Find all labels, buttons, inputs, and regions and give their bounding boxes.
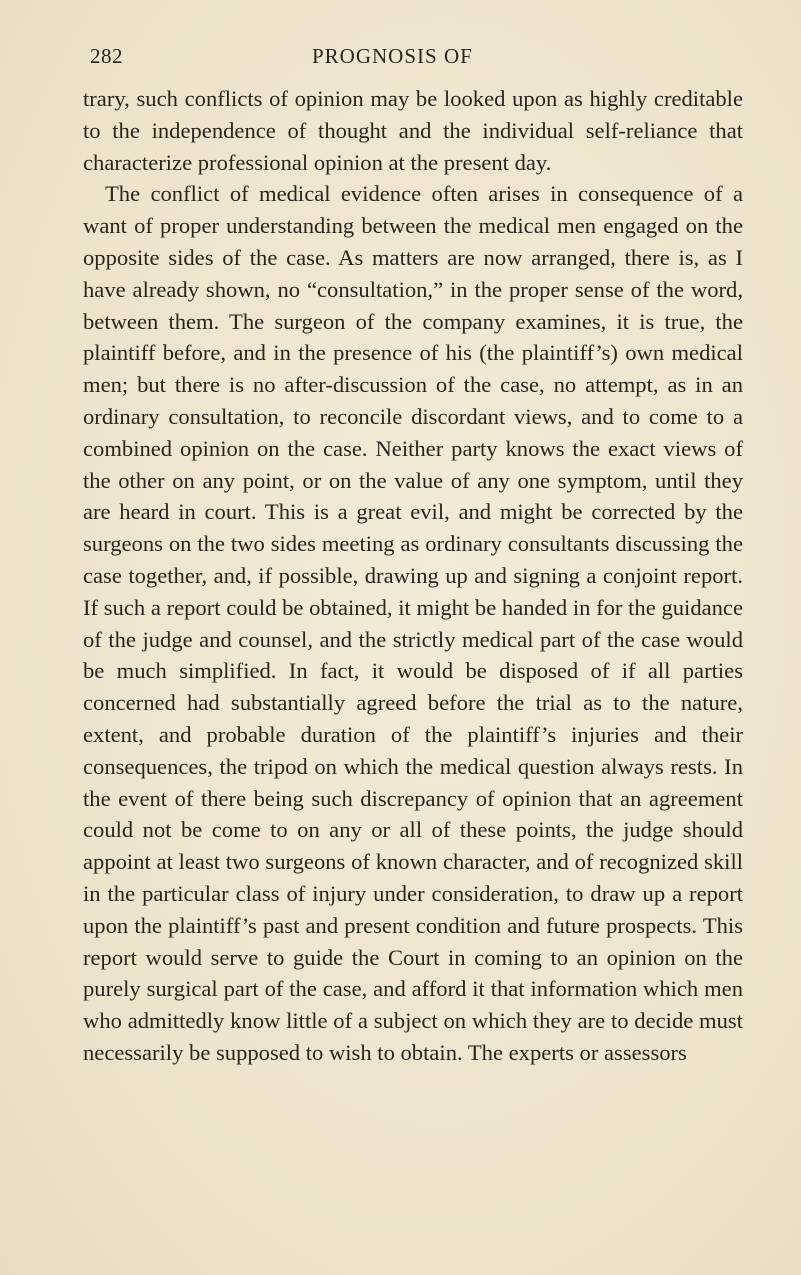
page-header bbox=[90, 44, 730, 72]
running-head: PROGNOSIS OF bbox=[312, 44, 473, 68]
page-number: 282 bbox=[90, 44, 123, 68]
paragraph-conflict-of-evidence: The conflict of medical evidence often arises in consequence of a want of proper understanding between the medical men engaged on the opposite sides of the case. As matters are now arranged, there is, as I have already shown, no “consultation,” in the proper sense of the word, between them. The surgeon of the company examines, it is true, the plaintiff before, and in the presence of his (the plaintiff’s) own medical men; but there is no after-discussion of the case, no attempt, as in an ordinary consultation, to reconcile discordant views, and to come to a combined opinion on the case. Neither party knows the exact views of the other on any point, or on the value of any one symptom, until they are heard in court. This is a great evil, and might be corrected by the surgeons on the two sides meeting as ordinary consultants discussing the case together, and, if possible, drawing up and signing a conjoint report. If such a report could be obtained, it might be handed in for the guidance of the judge and counsel, and the strictly medical part of the case would be much simplified. In fact, it would be disposed of if all parties concerned had substantially agreed before the trial as to the nature, extent, and probable duration of the plaintiff’s injuries and their consequences, the tripod on which the medical question always rests. In the event of there being such discrepancy of opinion that an agreement could not be come to on any or all of these points, the judge should appoint at least two surgeons of known character, and of recognized skill in the particular class of injury under consideration, to draw up a report upon the plaintiff’s past and present condition and future prospects. This report would serve to guide the Court in coming to an opinion on the purely surgical part of the case, and afford it that information which men who admittedly know little of a subject on which they are to decide must necessarily be supposed to wish to obtain. The experts or assessors bbox=[83, 181, 743, 1065]
body-text bbox=[83, 83, 743, 1069]
paragraph-continued: trary, such conflicts of opinion may be looked upon as highly creditable to the independence of thought and the individual self-reliance that characterize professional opinion at the present day. bbox=[83, 86, 743, 175]
